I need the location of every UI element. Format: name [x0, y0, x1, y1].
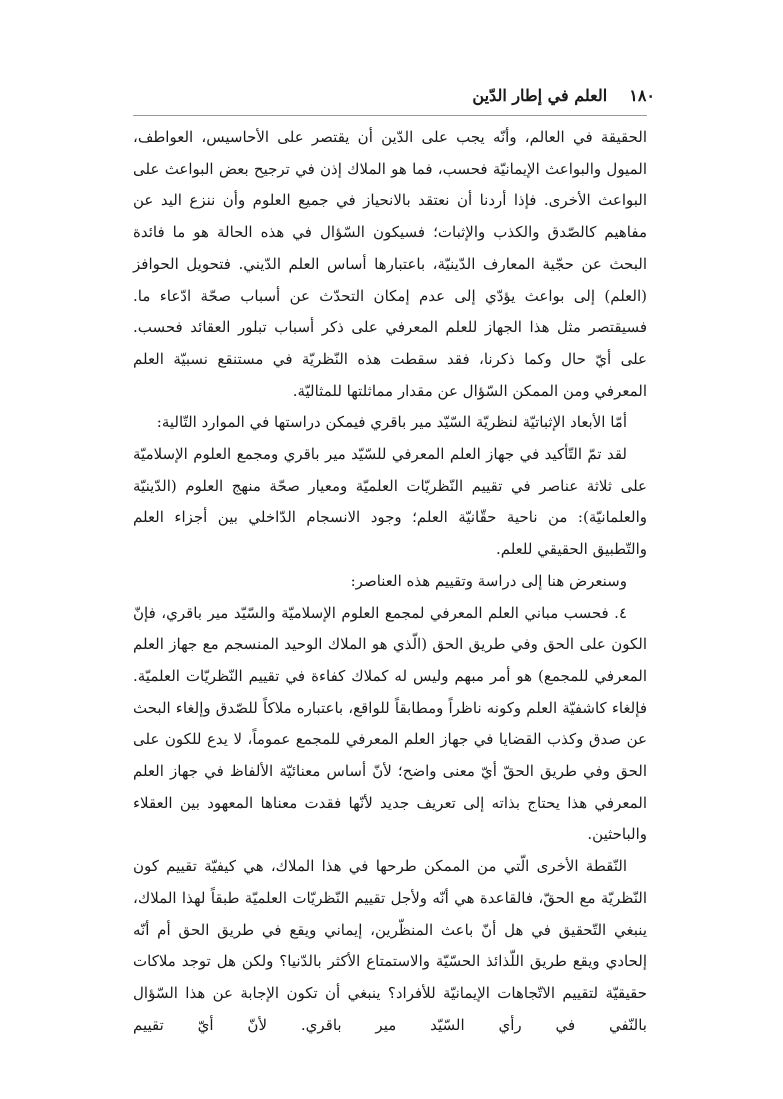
paragraph: لقد تمّ التّأكيد في جهاز العلم المعرفي للسّيّد مير باقري ومجمع العلوم الإسلاميّة على ثلاثة عناصر في تقييم النّظريّات العلميّة ومعيار صحّة منهج العلوم (الدّينيّة والعلمانيّة): من ناحية حقّانيّة العلم؛ وجود الانسجام الدّاخلي بين أجزاء العلم والتّطبيق الحقيقي للعلم.	[133, 445, 647, 559]
paragraph: النّقطة الأخرى الّتي من الممكن طرحها في هذا الملاك، هي كيفيّة تقييم كون النّظريّة مع الحقّ، فالقاعدة هي أنّه ولأجل تقييم النّظريّات العلميّة طبقاً لهذا الملاك، ينبغي التّحقيق في هل أنّ باعث المنظّرين، إيماني ويقع في طريق الحق أم أنّه إلحادي ويقع طريق اللّذائذ الحسّيّة والاستمتاع الأكثر بالدّنيا؟ ولكن هل توجد ملاكات حقيقيّة لتقييم الاتّجاهات الإيمانيّة للأفراد؟ ينبغي أن تكون الإجابة عن هذا السّؤال بالنّفي في رأي السّيّد مير باقري. لأنّ أيّ تقييم	[133, 857, 647, 1034]
paragraph: أمّا الأبعاد الإثباتيّة لنظريّة السّيّد مير باقري فيمكن دراستها في الموارد التّالية:	[156, 413, 627, 432]
paragraph: وسنعرض هنا إلى دراسة وتقييم هذه العناصر:	[350, 571, 627, 590]
body-text	[133, 122, 647, 1041]
paragraph: ٤. فحسب مباني العلم المعرفي لمجمع العلوم الإسلاميّة والسّيّد مير باقري، فإنّ الكون على الحق وفي طريق الحق (الّذي هو الملاك الوحيد المنسجم مع جهاز العلم المعرفي للمجمع) هو أمر مبهم وليس له كملاك كفاءة في تقييم النّظريّات العلميّة. فإلغاء كاشفيّة العلم وكونه ناظراً ومطابقاً للواقع، باعتباره ملاكاً للصّدق وإلغاء البحث عن صدق وكذب القضايا في جهاز العلم المعرفي للمجمع عموماً، لا يدع للكون على الحق وفي طريق الحقّ أيّ معنى واضح؛ لأنّ أساس معنائيّة الألفاظ في جهاز العلم المعرفي هذا يحتاج بذاته إلى تعريف جديد لأنّها فقدت معناها المعهود بين العقلاء والباحثين.	[133, 603, 647, 844]
page-number: ١٨٠	[629, 86, 655, 105]
running-title: العلم في إطار الدّين	[472, 86, 608, 105]
page-header	[472, 86, 655, 105]
header-rule	[133, 115, 647, 116]
paragraph: الحقيقة في العالم، وأنّه يجب على الدّين أن يقتصر على الأحاسيس، العواطف، الميول والبواعث الإيمانيّة فحسب، فما هو الملاك إذن في ترجيح بعض البواعث على البواعث الأخرى. فإذا أردنا أن نعتقد بالانحياز في جميع العلوم وأن ننزع اليد عن مفاهيم كالصّدق والكذب والإثبات؛ فسيكون السّؤال في هذه الحالة هو ما فائدة البحث عن حجّية المعارف الدّينيّة، باعتبارها أساس العلم الدّيني. فتحويل الحوافز (العلم) إلى بواعث يؤدّي إلى عدم إمكان التحدّث عن أسباب صحّة ادّعاء ما. فسيقتصر مثل هذا الجهاز للعلم المعرفي على ذكر أسباب تبلور العقائد فحسب. على أيّ حال وكما ذكرنا، فقد سقطت هذه النّظريّة في مستنقع نسبيّة العلم المعرفي ومن الممكن السّؤال عن مقدار مماثلتها للمثاليّة.	[133, 128, 647, 400]
